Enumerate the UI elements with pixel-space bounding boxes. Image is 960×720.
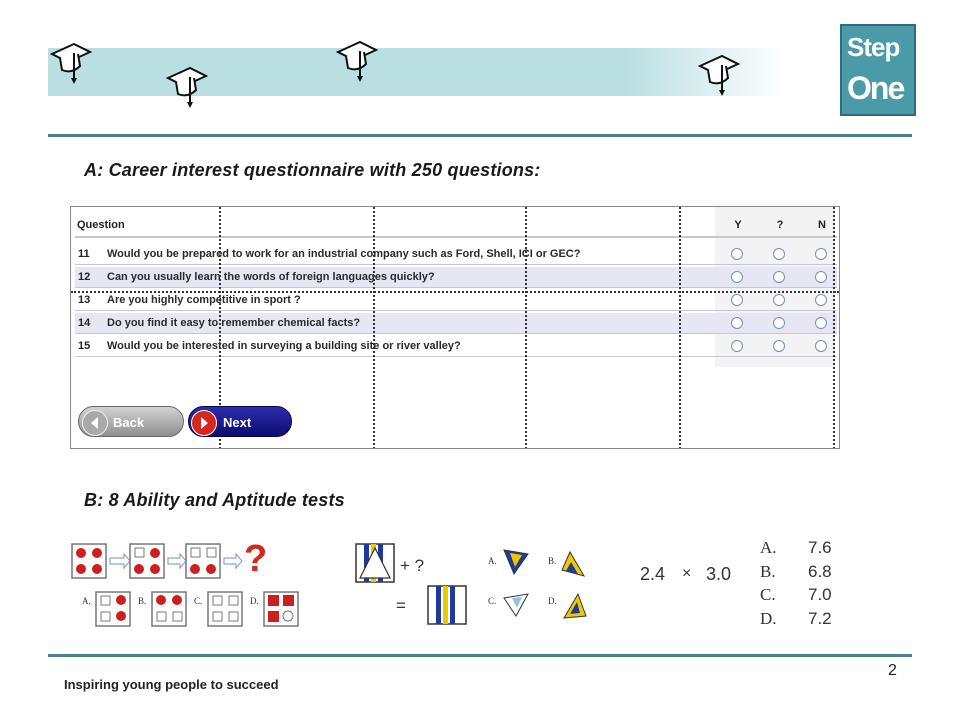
section-b-title: B: 8 Ability and Aptitude tests bbox=[84, 490, 345, 510]
shape-option-label: B. bbox=[548, 556, 557, 566]
radio-yes[interactable] bbox=[731, 271, 743, 283]
question-text: Are you highly competitive in sport ? bbox=[107, 294, 301, 306]
pattern-question-mark: ? bbox=[244, 538, 268, 580]
table-row bbox=[75, 244, 837, 265]
header-banner bbox=[48, 48, 788, 96]
dotted-gridline bbox=[525, 207, 527, 449]
graduation-cap-icon bbox=[334, 38, 380, 84]
table-row bbox=[75, 267, 837, 288]
page-number: 2 bbox=[888, 662, 897, 679]
radio-no[interactable] bbox=[815, 271, 827, 283]
table-row bbox=[75, 313, 837, 334]
logo-one-text: One bbox=[847, 70, 904, 106]
question-number: 13 bbox=[78, 294, 91, 306]
shape-completion-test bbox=[352, 540, 592, 630]
arithmetic-test bbox=[636, 536, 856, 630]
table-row bbox=[75, 290, 837, 311]
header-underline bbox=[75, 236, 837, 238]
radio-unsure[interactable] bbox=[773, 340, 785, 352]
radio-yes[interactable] bbox=[731, 294, 743, 306]
question-number: 11 bbox=[78, 248, 90, 260]
question-number: 15 bbox=[78, 340, 91, 352]
footer-tagline: Inspiring young people to succeed bbox=[64, 677, 279, 692]
shape-option-label: A. bbox=[488, 556, 497, 566]
answer-option-letter: A. bbox=[760, 538, 777, 557]
answer-option-letter: B. bbox=[760, 562, 776, 581]
question-text: Can you usually learn the words of foreign languages quickly? bbox=[107, 271, 435, 283]
next-arrow-icon bbox=[191, 410, 217, 436]
question-text: Do you find it easy to remember chemical facts? bbox=[107, 317, 361, 329]
graduation-cap-icon bbox=[48, 40, 94, 86]
shape-option-label: D. bbox=[548, 596, 557, 606]
expression-right: 3.0 bbox=[706, 564, 732, 584]
answer-option-value: 6.8 bbox=[808, 562, 832, 581]
answer-header-yes: Y bbox=[734, 219, 742, 231]
back-button[interactable] bbox=[78, 406, 184, 437]
dotted-gridline bbox=[679, 207, 681, 449]
back-arrow-icon bbox=[82, 410, 108, 436]
graduation-cap-icon bbox=[696, 52, 742, 98]
dotted-gridline bbox=[833, 207, 835, 449]
shape-equals-sign: = bbox=[396, 596, 406, 615]
pattern-sequence-test bbox=[68, 538, 308, 630]
pattern-option-label: A. bbox=[82, 596, 91, 606]
shape-option-label: C. bbox=[488, 596, 497, 606]
radio-unsure[interactable] bbox=[773, 317, 785, 329]
answer-header-unsure: ? bbox=[776, 219, 784, 231]
next-button[interactable] bbox=[188, 406, 292, 437]
question-number: 14 bbox=[78, 317, 91, 329]
answer-option-letter: D. bbox=[760, 609, 777, 628]
shape-plus-question: + ? bbox=[400, 556, 425, 575]
radio-no[interactable] bbox=[815, 294, 827, 306]
radio-yes[interactable] bbox=[731, 317, 743, 329]
radio-no[interactable] bbox=[815, 248, 827, 260]
pattern-sequence-graphic bbox=[68, 538, 308, 630]
graduation-cap-icon bbox=[164, 64, 210, 110]
answer-option-letter: C. bbox=[760, 585, 776, 604]
dotted-gridline bbox=[71, 291, 839, 293]
pattern-option-label: D. bbox=[250, 596, 259, 606]
radio-unsure[interactable] bbox=[773, 271, 785, 283]
back-button-label: Back bbox=[113, 415, 145, 430]
question-number: 12 bbox=[78, 271, 91, 283]
question-text: Would you be prepared to work for an industrial company such as Ford, Shell, ICI or GEC? bbox=[107, 248, 581, 260]
header-divider bbox=[48, 134, 912, 137]
answer-option-value: 7.6 bbox=[808, 538, 832, 557]
footer-divider bbox=[48, 654, 912, 657]
answer-header-no: N bbox=[818, 219, 826, 231]
table-row bbox=[75, 336, 837, 357]
expression-operator: × bbox=[682, 565, 692, 582]
question-text: Would you be interested in surveying a building site or river valley? bbox=[107, 340, 461, 352]
radio-yes[interactable] bbox=[731, 340, 743, 352]
dotted-gridline bbox=[373, 207, 375, 449]
next-button-label: Next bbox=[223, 415, 252, 430]
pattern-option-label: B. bbox=[138, 596, 147, 606]
radio-no[interactable] bbox=[815, 340, 827, 352]
radio-yes[interactable] bbox=[731, 248, 743, 260]
answer-option-value: 7.2 bbox=[808, 609, 832, 628]
question-column-header: Question bbox=[77, 219, 125, 231]
section-a-title: A: Career interest questionnaire with 250 questions: bbox=[84, 160, 541, 180]
answer-option-value: 7.0 bbox=[808, 585, 832, 604]
radio-no[interactable] bbox=[815, 317, 827, 329]
logo-step-text: Step bbox=[847, 32, 900, 62]
pattern-option-label: C. bbox=[194, 596, 203, 606]
radio-unsure[interactable] bbox=[773, 294, 785, 306]
questionnaire-panel bbox=[70, 206, 840, 449]
step-one-logo bbox=[840, 24, 916, 116]
expression-left: 2.4 bbox=[640, 564, 666, 584]
radio-unsure[interactable] bbox=[773, 248, 785, 260]
shape-completion-graphic bbox=[352, 540, 592, 630]
